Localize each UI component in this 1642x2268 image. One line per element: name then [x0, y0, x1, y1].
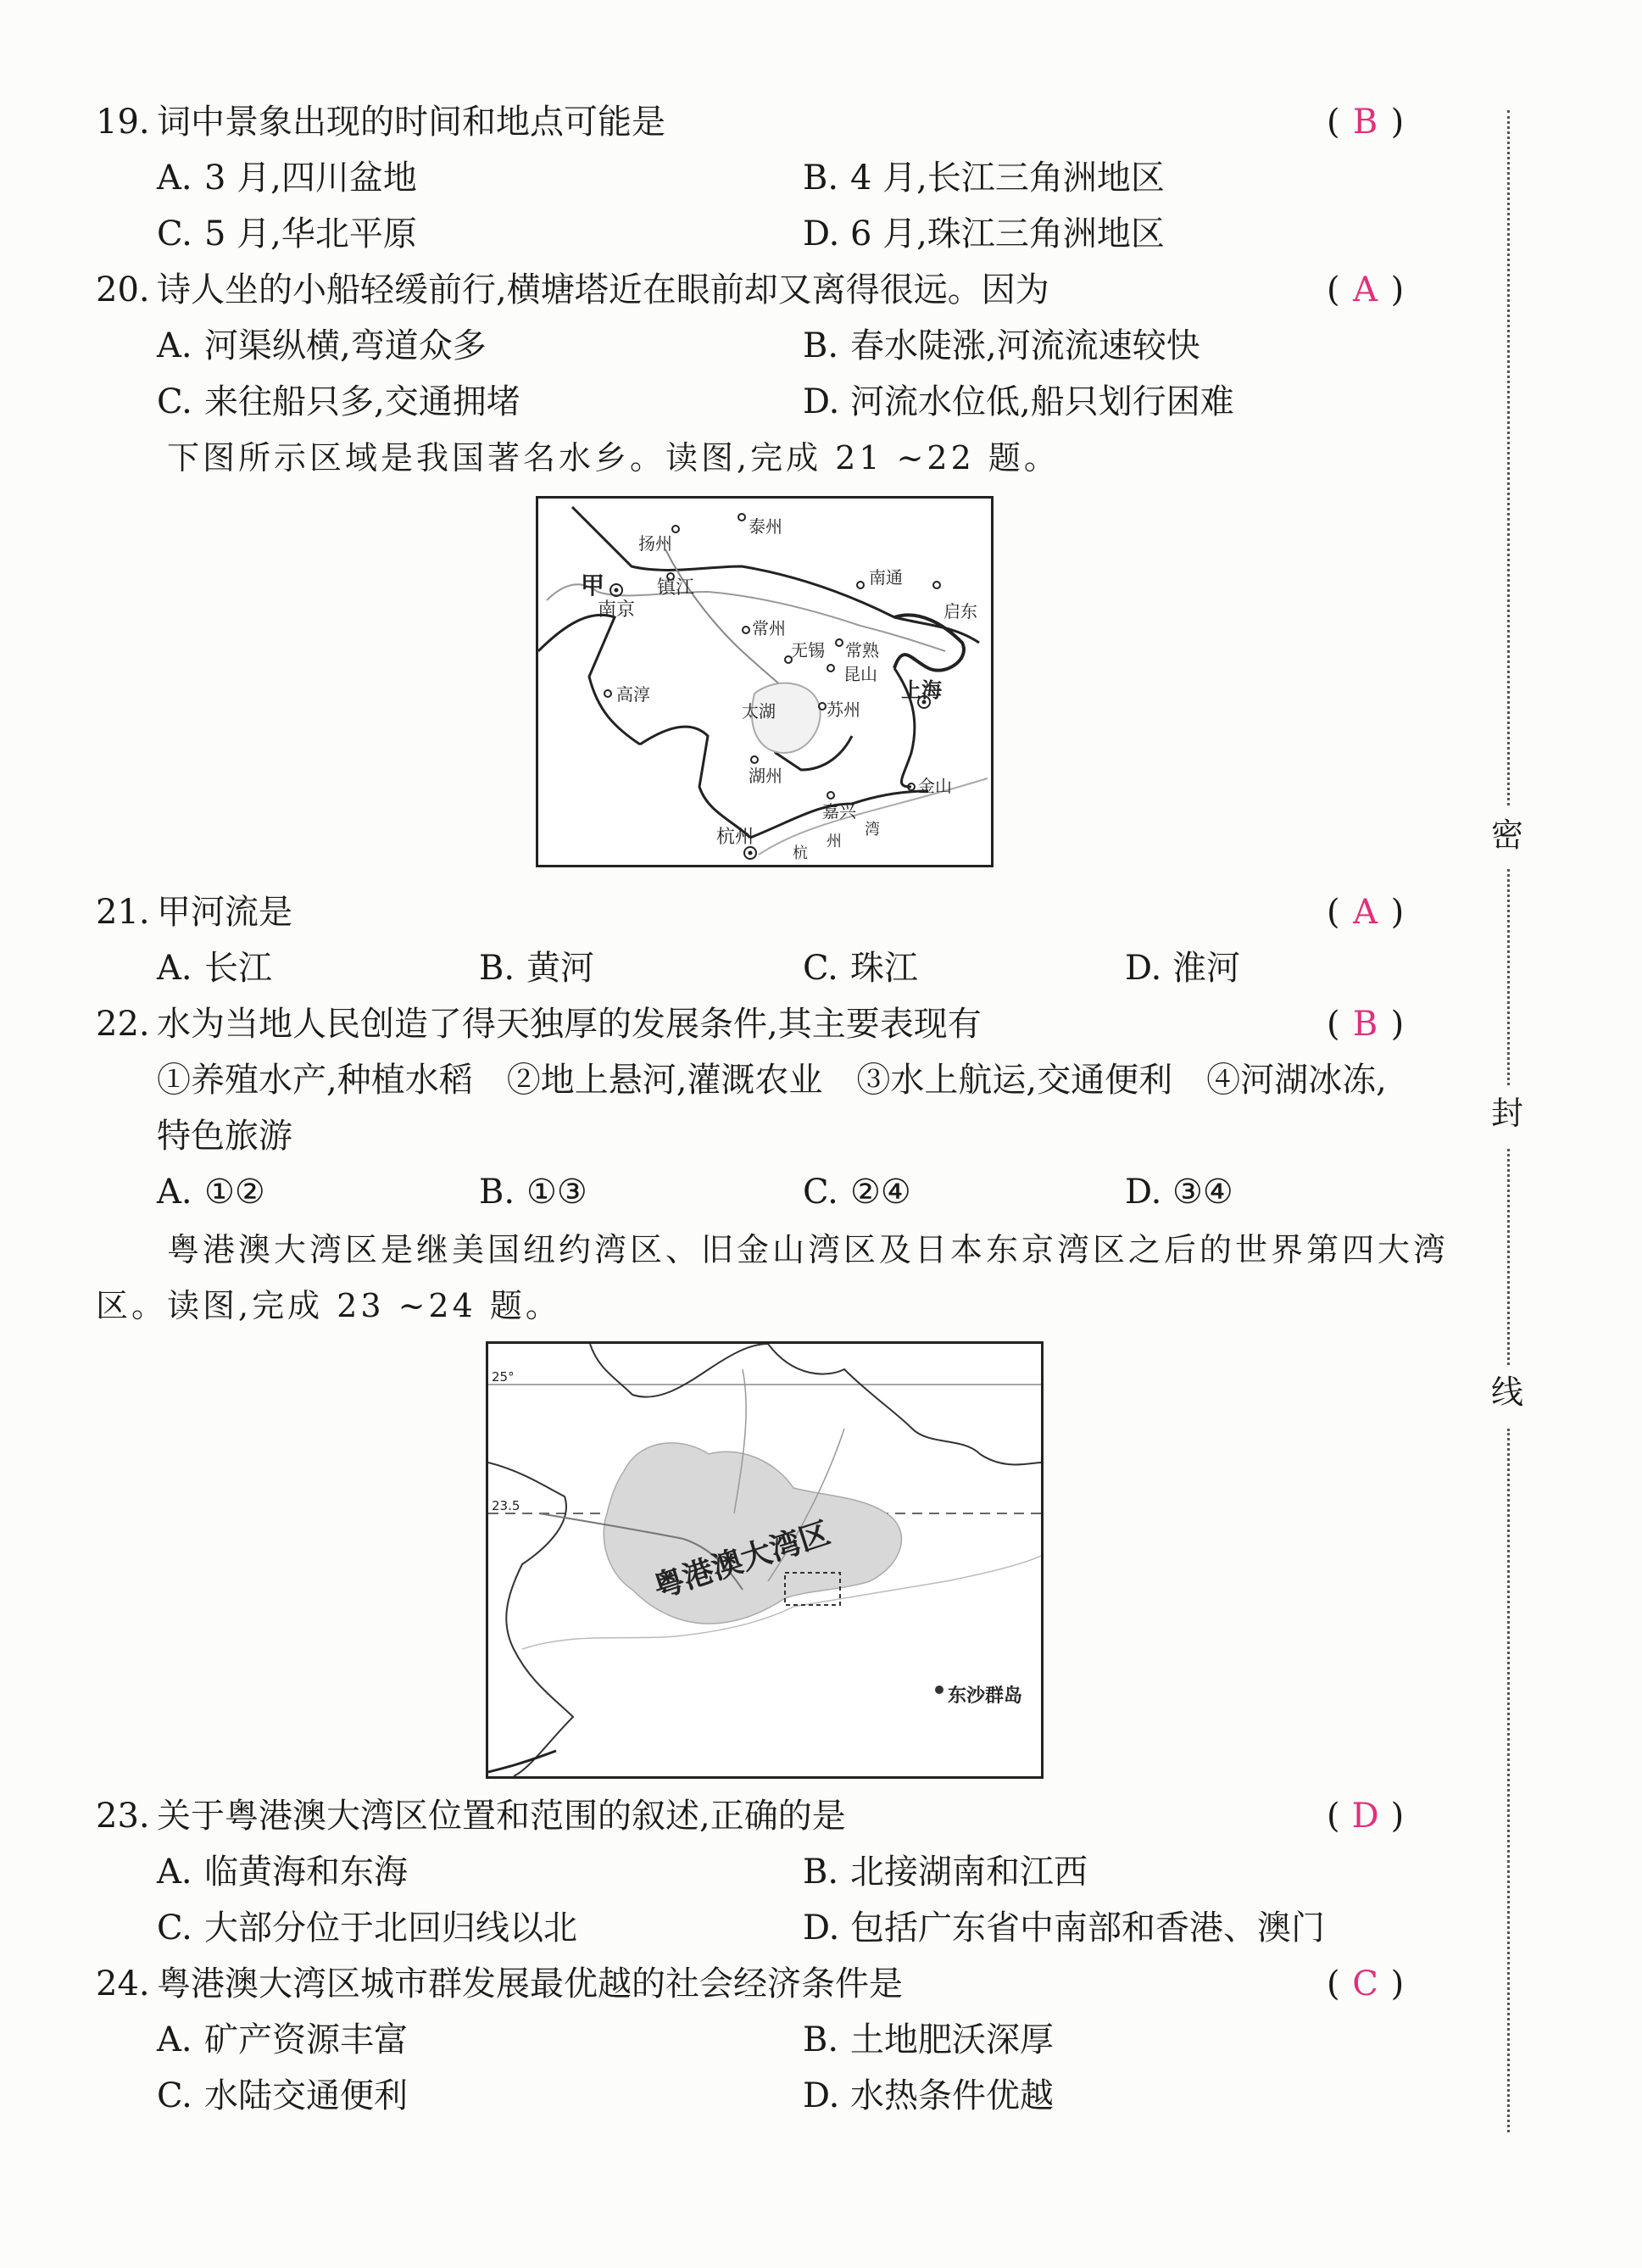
q23-option-d: D. 包括广东省中南部和香港、澳门 — [803, 1909, 1325, 1948]
q22-option-b: B. ①③ — [479, 1173, 587, 1212]
map2-region-label: 粤港澳大湾区 — [649, 1515, 835, 1606]
map1-label-zhenjiang: 镇江 — [657, 577, 695, 599]
q23-option-c: C. 大部分位于北回归线以北 — [157, 1909, 577, 1948]
q22-answer-letter: B — [1352, 1005, 1378, 1044]
q21-option-c: C. 珠江 — [803, 949, 918, 988]
q20-option-b: B. 春水陡涨,河流流速较快 — [803, 326, 1200, 365]
q19-option-b: B. 4 月,长江三角洲地区 — [803, 159, 1165, 198]
map1-label-changshu: 常熟 — [845, 640, 879, 660]
q22-items-line2: 特色旅游 — [157, 1117, 292, 1156]
q22-option-a: A. ①② — [157, 1173, 265, 1212]
q23-answer: ( D ) — [1327, 1797, 1405, 1836]
map1-label-taizhou: 泰州 — [749, 516, 782, 537]
q19-option-a: A. 3 月,四川盆地 — [157, 159, 417, 198]
map1-label-taihu: 太湖 — [742, 701, 776, 722]
q24-option-c: C. 水陆交通便利 — [157, 2076, 408, 2115]
q24-option-a: A. 矿产资源丰富 — [157, 2020, 408, 2059]
map1-label-changzhou: 常州 — [752, 618, 786, 638]
map1-label-hzw2: 州 — [827, 833, 842, 850]
q24-number: 24. — [96, 1964, 150, 2003]
q20-answer: ( A ) — [1327, 270, 1405, 309]
q20-answer-letter: A — [1353, 270, 1378, 309]
q23-stem-text: 关于粤港澳大湾区位置和范围的叙述,正确的是 — [157, 1797, 846, 1836]
q19-stem — [96, 102, 665, 142]
intro-23-24-line1: 粤港澳大湾区是继美国纽约湾区、旧金山湾区及日本东京湾区之后的世界第四大湾 — [167, 1231, 1450, 1268]
q20-number: 20. — [96, 270, 150, 309]
q19-stem-text: 词中景象出现的时间和地点可能是 — [157, 103, 665, 142]
q23-number: 23. — [96, 1797, 150, 1836]
q23-option-b: B. 北接湖南和江西 — [803, 1853, 1088, 1892]
map1-label-huzhou: 湖州 — [749, 766, 782, 786]
seal-char-xian: 线 — [1491, 1374, 1524, 1411]
map2-dongsha-label: 东沙群岛 — [948, 1686, 1023, 1707]
map1-label-hzw3: 湾 — [865, 821, 880, 839]
q21-option-d: D. 淮河 — [1125, 949, 1240, 988]
intro-23-24-line2: 区。读图,完成 23 ~24 题。 — [96, 1287, 561, 1324]
seal-dotted-line-4 — [1507, 1429, 1510, 2132]
map1-label-nanjing: 南京 — [598, 599, 636, 621]
q22-number: 22. — [96, 1005, 150, 1044]
q22-option-d: D. ③④ — [1125, 1173, 1233, 1212]
q22-answer: ( B ) — [1327, 1005, 1405, 1044]
map2-lat-25: 25° — [492, 1369, 515, 1385]
map1-label-hzw1: 杭 — [793, 844, 808, 862]
q24-option-b: B. 土地肥沃深厚 — [803, 2020, 1054, 2059]
q21-option-a: A. 长江 — [157, 949, 272, 988]
seal-char-feng: 封 — [1491, 1095, 1524, 1132]
seal-char-mi: 密 — [1491, 816, 1524, 854]
q22-items-line1: ①养殖水产,种植水稻 ②地上悬河,灌溉农业 ③水上航运,交通便利 ④河湖冰冻, — [157, 1061, 1387, 1100]
map1-label-shanghai: 上海 — [901, 678, 942, 702]
q24-stem-text: 粤港澳大湾区城市群发展最优越的社会经济条件是 — [157, 1964, 903, 2003]
q21-answer-letter: A — [1353, 893, 1378, 932]
q20-stem — [96, 270, 1049, 310]
q20-option-c: C. 来往船只多,交通拥堵 — [157, 382, 520, 421]
q20-stem-text: 诗人坐的小船轻缓前行,横塘塔近在眼前却又离得很远。因为 — [157, 270, 1049, 309]
q19-answer-letter: B — [1352, 103, 1378, 142]
q21-number: 21. — [96, 893, 150, 932]
q20-option-d: D. 河流水位低,船只划行困难 — [803, 382, 1234, 421]
seal-dotted-line-1 — [1507, 110, 1510, 805]
seal-dotted-line-3 — [1507, 1149, 1510, 1365]
q21-option-b: B. 黄河 — [479, 949, 594, 988]
q22-option-c: C. ②④ — [803, 1173, 911, 1212]
map2-lat-235: 23.5 — [492, 1498, 520, 1513]
map1-label-gaochun: 高淳 — [616, 684, 650, 705]
q23-option-a: A. 临黄海和东海 — [157, 1853, 408, 1892]
map1-label-wuxi: 无锡 — [791, 640, 825, 660]
q19-option-d: D. 6 月,珠江三角洲地区 — [803, 215, 1165, 254]
map1-label-qidong: 启东 — [943, 601, 977, 621]
q19-option-c: C. 5 月,华北平原 — [157, 215, 417, 254]
q20-option-a: A. 河渠纵横,弯道众多 — [157, 326, 487, 365]
q22-stem — [96, 1004, 982, 1045]
q24-answer: ( C ) — [1327, 1964, 1405, 2003]
q19-answer: ( B ) — [1327, 103, 1405, 142]
map1-label-yangzhou: 扬州 — [638, 533, 672, 554]
intro-21-22: 下图所示区域是我国著名水乡。读图,完成 21 ~22 题。 — [167, 439, 1060, 476]
q24-answer-letter: C — [1352, 1964, 1378, 2003]
q21-answer: ( A ) — [1327, 893, 1405, 932]
q23-stem — [96, 1796, 846, 1836]
seal-dotted-line-2 — [1507, 869, 1510, 1085]
map1-label-hangzhou: 杭州 — [716, 827, 754, 848]
map1-label-jiaxing: 嘉兴 — [822, 801, 856, 822]
q21-stem — [96, 892, 292, 933]
q19-number: 19. — [96, 103, 150, 142]
map1-label-kunshan: 昆山 — [843, 664, 877, 684]
q24-option-d: D. 水热条件优越 — [803, 2076, 1054, 2115]
q22-stem-text: 水为当地人民创造了得天独厚的发展条件,其主要表现有 — [157, 1005, 982, 1044]
map1-label-suzhou: 苏州 — [827, 699, 860, 720]
map1-label-jinshan: 金山 — [918, 776, 952, 796]
q24-stem — [96, 1964, 903, 2004]
map-yangtze-delta — [536, 496, 994, 867]
q23-answer-letter: D — [1351, 1797, 1379, 1836]
map1-label-jia: 甲 — [581, 571, 605, 599]
map1-label-nantong: 南通 — [869, 567, 903, 588]
q21-stem-text: 甲河流是 — [157, 893, 292, 932]
map-greater-bay-area — [486, 1341, 1044, 1779]
